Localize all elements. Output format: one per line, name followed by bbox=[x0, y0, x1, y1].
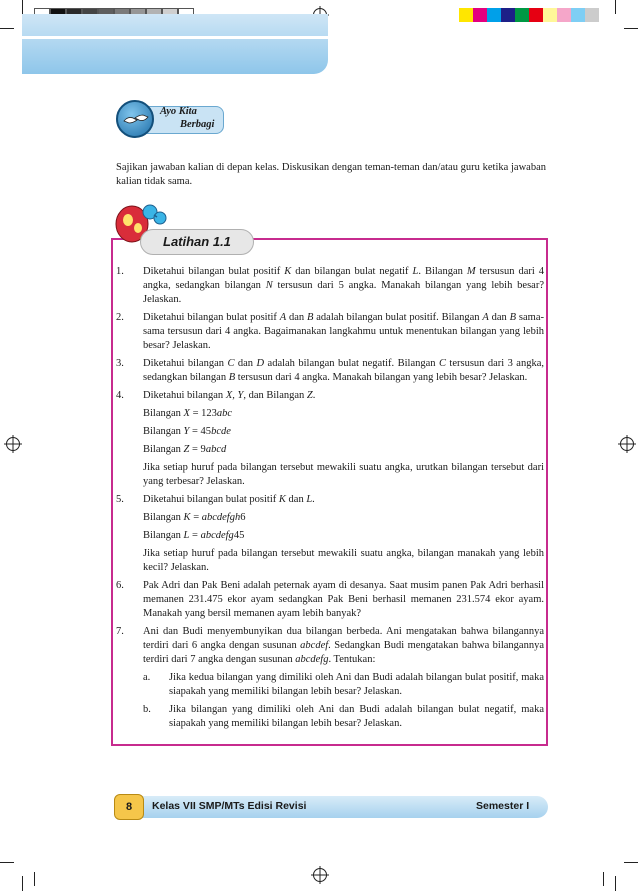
exercise-number: 6. bbox=[116, 580, 124, 591]
exercise-line: Bilangan Z = 9abcd bbox=[143, 444, 227, 455]
crop-mark bbox=[624, 28, 638, 29]
crop-mark bbox=[22, 0, 23, 14]
exercise-text: Pak Adri dan Pak Beni adalah peternak ayam di desanya. Saat musim panen Pak Adri berhasil memanen 231.475 ekor ayam sedangkan Pak Beni berhasil memanen 231.574 ekor ayam. Manakah yang bersil memanen ayam lebih banyak? bbox=[143, 580, 544, 619]
exercise-item bbox=[116, 579, 544, 621]
exercise-text: Diketahui bilangan bulat positif A dan B adalah bilangan bulat positif. Bilangan A dan B sama-sama tersusun dari 4 angka. Bagaimanakan langkahmu untuk menentukan bilangan yang lebih besar? Jelaskan. bbox=[143, 312, 544, 351]
exercise-line: Bilangan X = 123abc bbox=[143, 408, 233, 419]
badge-line2: Berbagi bbox=[180, 119, 215, 130]
registration-mark-icon bbox=[620, 437, 634, 451]
crop-mark bbox=[615, 876, 616, 891]
exercise-text: Ani dan Budi menyembunyikan dua bilangan berbeda. Ani mengatakan bahwa bilangannya terdiri dari 6 angka dengan susunan abcdef. Sedangkan Budi mengatakan bahwa bilangannya terdiri dari 7 angka dengan susunan abcdefg. Tentukan: bbox=[143, 626, 544, 665]
exercise-line: Bilangan K = abcdefgh6 bbox=[143, 512, 246, 523]
semester-label: Semester I bbox=[476, 800, 530, 812]
subitem-text: Jika kedua bilangan yang dimiliki oleh Ani dan Budi adalah bilangan bulat positif, maka siapakah yang memiliki bilangan lebih besar? Jelaskan. bbox=[169, 672, 544, 697]
book-title: Kelas VII SMP/MTs Edisi Revisi bbox=[152, 800, 307, 812]
exercise-item bbox=[116, 311, 544, 353]
subitem-text: Jika bilangan yang dimiliki oleh Ani dan Budi adalah bilangan bulat negatif, maka siapakah yang memiliki bilangan lebih besar? Jelaskan. bbox=[169, 704, 544, 729]
subitem-label: a. bbox=[143, 672, 151, 683]
badge-label bbox=[160, 105, 214, 131]
exercise-item bbox=[116, 265, 544, 307]
exercise-number: 2. bbox=[116, 312, 124, 323]
exercise-item bbox=[116, 357, 544, 385]
ayo-kita-berbagi-badge bbox=[116, 100, 224, 136]
exercise-number: 5. bbox=[116, 494, 124, 505]
crop-mark bbox=[34, 872, 35, 886]
header-band bbox=[22, 14, 328, 74]
exercise-number: 4. bbox=[116, 390, 124, 401]
crop-mark bbox=[22, 876, 23, 891]
exercise-number: 3. bbox=[116, 358, 124, 369]
intro-paragraph: Sajikan jawaban kalian di depan kelas. Diskusikan dengan teman-teman dan/atau guru ketika jawaban kalian tidak sama. bbox=[116, 161, 546, 187]
exercise-text: Diketahui bilangan X, Y, dan Bilangan Z. bbox=[143, 390, 316, 401]
exercise-text: Diketahui bilangan bulat positif K dan L. bbox=[143, 494, 315, 505]
registration-mark-icon bbox=[6, 437, 20, 451]
exercise-item bbox=[116, 493, 544, 575]
subitem-label: b. bbox=[143, 704, 151, 715]
registration-mark-icon bbox=[313, 868, 327, 882]
crop-mark bbox=[615, 0, 616, 14]
exercise-line: Bilangan Y = 45bcde bbox=[143, 426, 231, 437]
crop-mark bbox=[624, 862, 638, 863]
exercise-line: Bilangan L = abcdefg45 bbox=[143, 530, 245, 541]
latihan-title: Latihan 1.1 bbox=[163, 234, 231, 249]
exercise-item bbox=[116, 389, 544, 489]
exercise-list bbox=[116, 265, 544, 735]
page-number: 8 bbox=[114, 794, 144, 820]
exercise-subitem bbox=[143, 703, 544, 731]
sharing-hands-icon bbox=[116, 100, 154, 138]
crop-mark bbox=[603, 872, 604, 886]
exercise-text: Diketahui bilangan bulat positif K dan bilangan bulat negatif L. Bilangan M tersusun dari 4 angka, sedangkan bilangan N tersusun dari 5 angka. Manakah bilangan yang lebih besar? Jelaskan. bbox=[143, 266, 545, 305]
exercise-subitem bbox=[143, 671, 544, 699]
exercise-line: Jika setiap huruf pada bilangan tersebut mewakili suatu angka, bilangan manakah yang lebih kecil? Jelaskan. bbox=[143, 548, 544, 573]
crop-mark bbox=[0, 862, 14, 863]
crop-mark bbox=[0, 28, 14, 29]
badge-line1: Ayo Kita bbox=[160, 106, 197, 117]
exercise-number: 1. bbox=[116, 266, 124, 277]
color-calibration-bar bbox=[459, 8, 599, 22]
exercise-item bbox=[116, 625, 544, 731]
exercise-number: 7. bbox=[116, 626, 124, 637]
exercise-text: Diketahui bilangan C dan D adalah bilangan bulat negatif. Bilangan C tersusun dari 3 angka, sedangkan bilangan B tersusun dari 4 angka. Manakah bilangan yang lebih besar? Jelaskan. bbox=[143, 358, 544, 383]
exercise-line: Jika setiap huruf pada bilangan tersebut mewakili suatu angka, urutkan bilangan tersebut dari yang terbesar? Jelaskan. bbox=[143, 462, 544, 487]
